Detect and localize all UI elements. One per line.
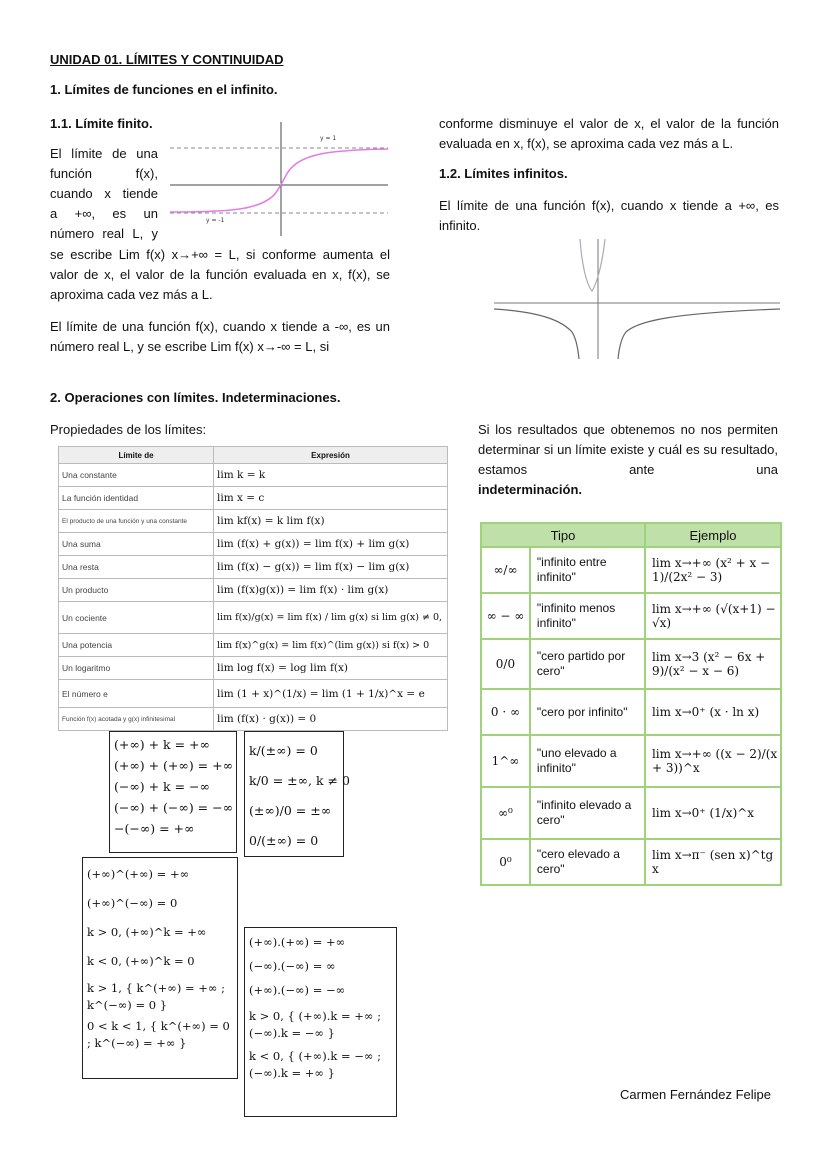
prop-name: Un cociente [59,602,214,634]
col-header: Límite de [59,447,214,464]
prop-expr: lim f(x)/g(x) = lim f(x) / lim g(x) si lim g(x) ≠ 0, [214,602,448,634]
p1-line: cuando x tiende [50,186,158,201]
table-row [481,593,781,639]
p1-narrow [50,144,158,244]
graph-infinite-limit [492,237,782,361]
prop-name: Un logaritmo [59,657,214,680]
indet-symbol: ∞/∞ [481,547,530,593]
unit-title: UNIDAD 01. LÍMITES Y CONTINUIDAD [50,52,284,67]
section2-title: 2. Operaciones con límites. Indeterminaciones. [50,390,341,405]
prop-name: El producto de una función y una constante [59,510,214,533]
table-row [59,602,448,634]
indet-name: "infinito elevado a cero" [530,787,645,839]
rule-line: (+∞).(+∞) = +∞ [249,935,346,949]
prop-expr: lim (f(x) + g(x)) = lim f(x) + lim g(x) [214,533,448,556]
sub12-title: 1.2. Límites infinitos. [439,166,568,181]
indeterminations-table [480,522,782,886]
prop-expr: lim f(x)^g(x) = lim f(x)^(lim g(x)) si f(x) > 0 [214,634,448,657]
rules-box-quotients [244,731,350,857]
table-row [59,634,448,657]
rule-line: (+∞).(−∞) = −∞ [249,983,346,997]
p1-line: El límite de una [50,146,158,161]
table-row [481,735,781,787]
rule-line: k > 0, (+∞)^k = +∞ [87,925,207,939]
rule-line: k > 0, { (+∞).k = +∞ ; (−∞).k = −∞ } [249,1009,382,1040]
indet-symbol: ∞⁰ [481,787,530,839]
indet-name: "infinito menos infinito" [530,593,645,639]
table-row [59,708,448,731]
col-header: Tipo [481,523,645,547]
table-row [59,680,448,708]
table-row [59,487,448,510]
p2: El límite de una función f(x), cuando x tiende a -∞, es un número real L, y se escribe Lim f(x) x→-∞ = L, si [50,319,390,354]
p1-line: a +∞, es un [50,206,158,221]
p1-rest: se escribe Lim f(x) x→+∞ = L, si conforme aumenta el valor de x, el valor de la función evaluada en x, f(x), se aproxima cada vez más a L. [50,247,390,302]
graph-finite-limit [168,118,390,238]
table-row [481,547,781,593]
prop-name: Un producto [59,579,214,602]
table-row [481,787,781,839]
prop-name: Una suma [59,533,214,556]
prop-expr: lim kf(x) = k lim f(x) [214,510,448,533]
rule-line: (−∞).(−∞) = ∞ [249,959,336,973]
table-row [59,464,448,487]
author: Carmen Fernández Felipe [620,1087,772,1102]
prop-expr: lim (f(x) − g(x)) = lim f(x) − lim g(x) [214,556,448,579]
rule-line: k/(±∞) = 0 [249,743,318,758]
table-row [59,579,448,602]
indet-example: lim x→+∞ ((x − 2)/(x + 3))^x [645,735,781,787]
indet-name: "cero partido por cero" [530,639,645,689]
p2-cont: conforme disminuye el valor de x, el valor de la función evaluada en x, f(x), se aproxima cada vez más a L. [439,116,779,151]
col-header: Ejemplo [645,523,781,547]
indet-word: indeterminación. [478,482,583,497]
prop-name: Función f(x) acotada y g(x) infinitesimal [59,708,214,731]
sigmoid-curve [170,149,388,212]
rule-line: (+∞)^(−∞) = 0 [87,896,178,910]
p1-line: función f(x), [50,166,158,181]
indet-symbol: ∞ − ∞ [481,593,530,639]
rule-line: (+∞) + (+∞) = +∞ [114,758,234,773]
indet-example: lim x→+∞ (√(x+1) − √x) [645,593,781,639]
rule-line: k < 0, { (+∞).k = −∞ ; (−∞).k = +∞ } [249,1049,382,1080]
rule-line: −(−∞) = +∞ [114,821,195,836]
table-row [481,639,781,689]
indet-symbol: 0⁰ [481,839,530,885]
rule-line: k/0 = ±∞, k ≠ 0 [249,773,350,788]
table-row [59,533,448,556]
sub11-title: 1.1. Límite finito. [50,116,153,131]
table-row [59,657,448,680]
rule-line: (+∞) + k = +∞ [114,737,210,752]
indet-example: lim x→3 (x² − 6x + 9)/(x² − x − 6) [645,639,781,689]
rule-line: 0 < k < 1, { k^(+∞) = 0 ; k^(−∞) = +∞ } [87,1019,230,1050]
rule-line: k < 0, (+∞)^k = 0 [87,954,195,968]
properties-table [58,446,448,731]
indet-example: lim x→0⁺ (x · ln x) [645,689,781,735]
table-row [481,839,781,885]
prop-expr: lim (f(x)g(x)) = lim f(x) · lim g(x) [214,579,448,602]
curve-center [580,239,605,291]
table-header-row [59,447,448,464]
prop-name: Una constante [59,464,214,487]
table-row [481,689,781,735]
indet-symbol: 0 · ∞ [481,689,530,735]
p3: El límite de una función f(x), cuando x tiende a +∞, es infinito. [439,198,779,233]
indet-name: "infinito entre infinito" [530,547,645,593]
props-label: Propiedades de los límites: [50,422,207,437]
prop-name: Una resta [59,556,214,579]
rule-line: (+∞)^(+∞) = +∞ [87,867,190,881]
prop-expr: lim k = k [214,464,448,487]
indet-symbol: 1^∞ [481,735,530,787]
prop-name: La función identidad [59,487,214,510]
section1-title: 1. Límites de funciones en el infinito. [50,82,278,97]
rule-line: k > 1, { k^(+∞) = +∞ ; k^(−∞) = 0 } [87,981,225,1012]
indet-example: lim x→+∞ (x² + x − 1)/(2x² − 3) [645,547,781,593]
rules-box-powers [82,857,238,1079]
indet-text: Si los resultados que obtenemos no nos permiten determinar si un límite existe y cuál es su resultado, estamos ante una [478,422,778,477]
indet-name: "uno elevado a infinito" [530,735,645,787]
rule-line: 0/(±∞) = 0 [249,833,319,848]
rules-box-sums [109,731,237,853]
indet-example: lim x→π⁻ (sen x)^tg x [645,839,781,885]
table-header-row [481,523,781,547]
prop-expr: lim log f(x) = log lim f(x) [214,657,448,680]
prop-expr: lim (1 + x)^(1/x) = lim (1 + 1/x)^x = e [214,680,448,708]
rule-line: (−∞) + (−∞) = −∞ [114,800,234,815]
prop-name: El número e [59,680,214,708]
indet-name: "cero por infinito" [530,689,645,735]
table-row [59,510,448,533]
col-header: Expresión [214,447,448,464]
prop-name: Una potencia [59,634,214,657]
indet-example: lim x→0⁺ (1/x)^x [645,787,781,839]
indet-name: "cero elevado a cero" [530,839,645,885]
label-top: y = 1 [320,135,337,142]
curve-left [494,309,579,359]
label-bottom: y = -1 [206,217,225,224]
p1-line: número real L, y [50,226,158,241]
table-row [59,556,448,579]
indet-symbol: 0/0 [481,639,530,689]
curve-right [618,309,780,359]
rule-line: (±∞)/0 = ±∞ [249,803,332,818]
prop-expr: lim (f(x) · g(x)) = 0 [214,708,448,731]
rule-line: (−∞) + k = −∞ [114,779,210,794]
prop-expr: lim x = c [214,487,448,510]
rules-box-products [244,927,397,1117]
